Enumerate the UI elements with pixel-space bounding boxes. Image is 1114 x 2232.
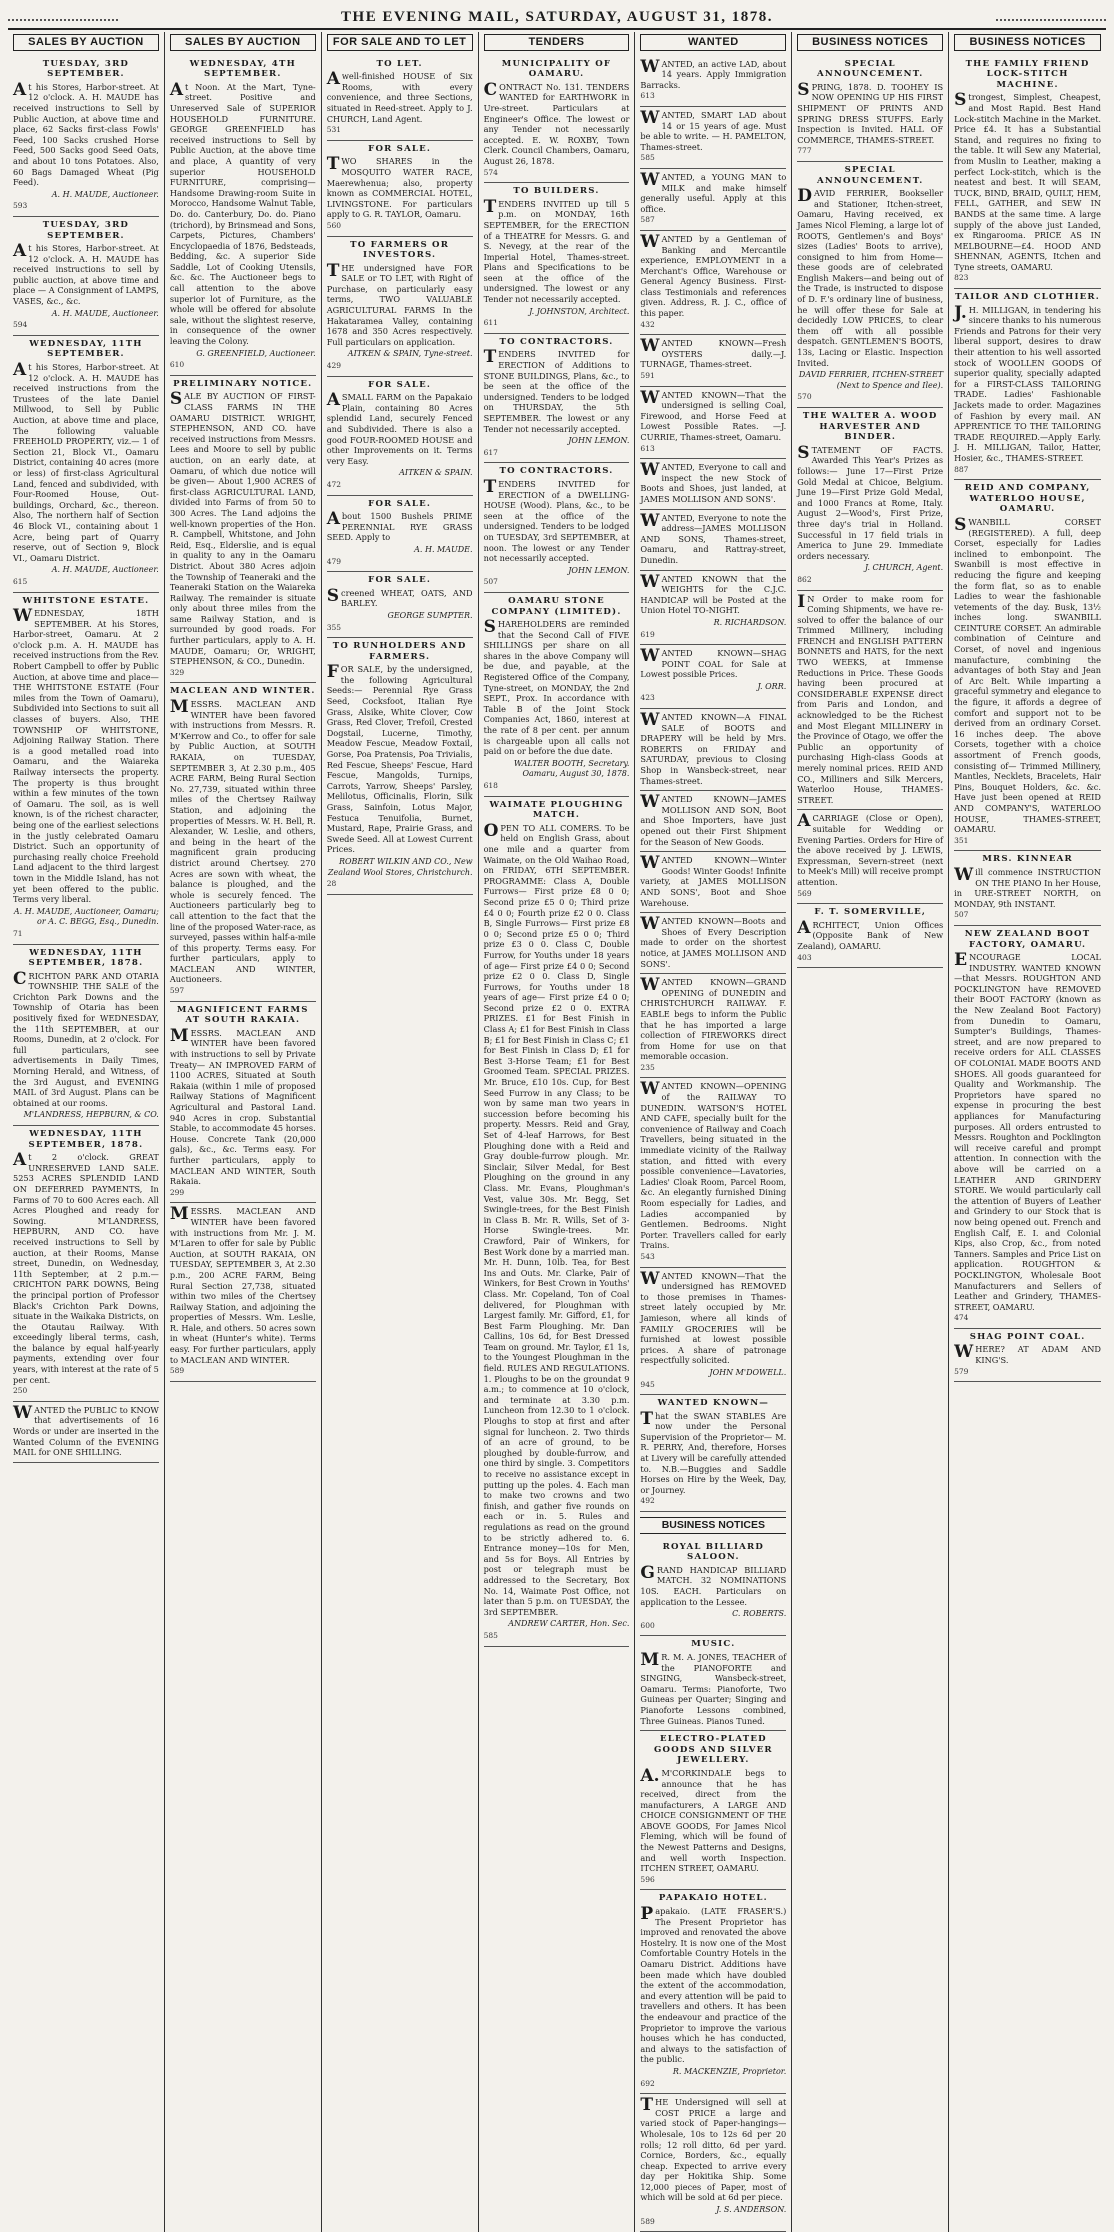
- ad-signature: A. H. MAUDE, Auctioneer, Oamaru; or A. C. BEGG, Esq., Dunedin.: [13, 906, 159, 927]
- ad-signature: GEORGE SUMPTER.: [387, 610, 473, 620]
- advertisement: [640, 510, 786, 571]
- ad-body: ARCHITECT, Union Offices (Opposite Bank of New Zealand), OAMARU.: [797, 917, 944, 951]
- ad-number: 585: [483, 1630, 498, 1640]
- ad-title: TAILOR AND CLOTHIER.: [955, 292, 1100, 303]
- ad-body: MESSRS. MACLEAN AND WINTER have been favored with instructions to sell by Private Treaty— AN IMPROVED FARM of 1100 ACRES, Situated at South Rakaia (within 1 mile of proposed Railway Stations of Magnificent Agricultural and Pastoral Land. 940 Acres in crop. Substantial Stable, to accommodate 45 horses. House. Concrete Tank (20,000 gals), &c., &c. Terms easy. For further particulars, apply to MACLEAN AND WINTER, South Rakaia.: [169, 1025, 316, 1187]
- ad-signature: J. ORR.: [757, 681, 787, 691]
- ad-title: FOR SALE.: [368, 575, 432, 586]
- ad-signature: J. JOHNSTON, Architect.: [529, 306, 630, 316]
- ad-signature: JOHN M'DOWELL.: [709, 1367, 787, 1377]
- ad-number: 351: [954, 835, 969, 845]
- ad-body: Strongest, Simplest, Cheapest, and Most Rapid. Best Hand Lock-stitch Machine in the Market. Price £4. It has a Substantial Stand, and requires no fixing to the table. It will Sew any Material, from Muslin to Leather, making a perfect Lock-stitch, which is the neatest and best. It will SEAM, TUCK, BIND, BRAID, QUILT, HEM, FELL, GATHER, and SEW IN BANDS at the same time. A large supply of the above just Landed, ex Ringarooma. PRICE AS IN MELBOURNE—£4. HOOD AND SHENNAN, AGENTS, Itchen and Tyne streets, OAMARU.: [954, 90, 1101, 272]
- ad-title: WEDNESDAY, 4TH SEPTEMBER.: [189, 58, 296, 80]
- advertisement: [640, 974, 786, 1078]
- ad-body: FOR SALE, by the undersigned, the following Agricultural Seeds:— Perennial Rye Grass Seed, Cocksfoot, Italian Rye Grass, Alsike, White Clover, Cow Grass, Red Clover, Trefoil, Crested Dogstail, Lucerne, Timothy, Meadow Fescue, Meadow Foxtail, Gorse, Poa Pratensis, Poa Trivialis, Red Fescue, Sheeps' Fescue, Hard Fescue, Mangolds, Turnips, Carrots, Yarrow, Sheeps' Parsley, Melilotus, Officinalis, Florin, Silk Grass, Sainfoin, Lotus Major, Festuca Tenuifolia, Burnet, Mustard, Rape, Prairie Grass, and Swede Seed. All at Lowest Current Prices.: [326, 662, 473, 855]
- ad-title: FOR SALE.: [368, 498, 432, 509]
- ad-body: That the SWAN STABLES Are now under the Personal Supervision of the Proprietor— M. R. PERRY, And, therefore, Horses at Livery will be carefully attended to. N.B.—Buggies and Saddle Horses on Hire by the Week, Day, or Journey.: [640, 1408, 787, 1495]
- ad-number: 615: [13, 576, 28, 586]
- ad-title: MAGNIFICENT FARMS AT SOUTH RAKAIA.: [176, 1004, 309, 1026]
- ad-title: MRS. KINNEAR: [982, 854, 1073, 865]
- ad-body: WANTED KNOWN—Fresh OYSTERS daily.—J. TURNAGE, Thames-street.: [640, 336, 787, 370]
- ad-number: 593: [13, 201, 28, 211]
- ad-body: A.M'CORKINDALE begs to announce that he has received, direct from the manufacturers, A LARGE AND CHOICE CONSIGNMENT OF THE ABOVE GOODS, For James Nicol Fleming, which will be found of the Newest Patterns and Designs, and well worth Inspection. ITCHEN STREET, OAMARU.: [640, 1765, 787, 1874]
- ad-number: 589: [169, 1366, 185, 1376]
- advertisement: [640, 1268, 786, 1396]
- ad-body: WANTED KNOWN—Winter Goods! Winter Goods! Infinite variety, at JAMES MOLLISON AND SONS', Boot and Shoe Warehouse.: [640, 853, 787, 908]
- ad-number: 543: [640, 1251, 655, 1261]
- ad-title: WEDNESDAY, 11TH SEPTEMBER.: [29, 338, 143, 360]
- ad-signature: A. H. MAUDE, Auctioneer.: [51, 189, 159, 199]
- advertisement: [797, 408, 943, 591]
- ad-signature: JOHN LEMON.: [568, 436, 630, 446]
- advertisement: [954, 926, 1101, 1329]
- ad-body: TENDERS INVITED for ERECTION of Additions to STONE BUILDINGS, Plans, &c., to be seen at the office of the undersigned. Tenders to be lodged on THURSDAY, the 5th SEPTEMBER. The lowest or any Tender not necessarily accepted.: [483, 347, 630, 434]
- ad-number: 618: [483, 781, 498, 790]
- ad-body: THE Undersigned will sell at COST PRICE a large and varied stock of Paper-hangings—Wholesale, 10s to 12s 6d per 20 rolls; 12 roll ditto, 6d per yard. Cornice, Borders, &c., equally cheap. Expected to arrive every day per Hokitika Ship. Some 12,000 pieces of Paper, most of which will be sold at 6d per piece.: [640, 2095, 787, 2203]
- advertisement: [484, 463, 630, 593]
- ad-title: SHAG POINT COAL.: [969, 1331, 1086, 1342]
- ad-title: NEW ZEALAND BOOT FACTORY, OAMARU.: [964, 928, 1091, 950]
- ad-title: PAPAKAIO HOTEL.: [658, 1893, 768, 1904]
- ad-signature: A. H. MAUDE.: [414, 544, 473, 554]
- ad-title: TO BUILDERS.: [513, 186, 600, 197]
- ad-number: 507: [954, 910, 969, 920]
- advertisement: [954, 1329, 1101, 1382]
- newspaper-title: THE EVENING MAIL, SATURDAY, AUGUST 31, 1878.: [341, 8, 773, 25]
- ad-signature: J. CHURCH, Agent.: [864, 563, 944, 573]
- masthead-rule-left: [8, 13, 118, 21]
- advertisement: [170, 1002, 316, 1204]
- column-1: [8, 32, 165, 2232]
- ad-body: At his Stores, Harbor-street. At 12 o'clock. A. H. MAUDE has received instructions to Sell by Public Auction, at above time and place, 62 Sacks first-class Fowls' Feed, 100 Sacks crushed Horse Feed, 500 Sacks good Seed Oats, and about 10 tons Potatoes. Also, 60 Bags Damaged Wheat (Pig Feed).: [13, 79, 159, 188]
- ad-title: TUESDAY, 3RD SEPTEMBER.: [42, 219, 130, 241]
- ad-number: 610: [169, 360, 185, 370]
- ad-body: STATEMENT OF FACTS. Awarded This Year's Prizes as follows:— June 17—First Prize Gold Medal at Chicoe, Belgium. June 19—First Prize Gold Medal, and 1000 Francs at Rome, Italy. August 2—Wood's, First Prize, three day's trial in Holland. Successful in 17 field trials in America to June 29. Immediate orders necessary.: [797, 442, 944, 561]
- ad-number: 596: [640, 1874, 655, 1884]
- ad-number: 474: [954, 1313, 969, 1323]
- ad-title: MUNICIPALITY OF OAMARU.: [501, 58, 612, 80]
- advertisement: [484, 183, 630, 334]
- advertisement: [797, 810, 943, 904]
- ad-title: TO RUNHOLDERS AND FARMERS.: [332, 641, 467, 662]
- advertisement: [797, 162, 943, 408]
- ad-title: TO CONTRACTORS.: [499, 336, 614, 347]
- ad-number: 613: [640, 91, 655, 101]
- ad-number: 945: [640, 1379, 655, 1389]
- ad-number: 423: [640, 693, 655, 703]
- ad-title: WANTED KNOWN—: [657, 1398, 770, 1409]
- advertisement: [954, 480, 1101, 851]
- ad-body: WANTED KNOWN—JAMES MOLLISON AND SON, Boot and Shoe Importers, have just opened out their First Shipment for the Season of New Goods.: [640, 792, 787, 847]
- ad-title: PRELIMINARY NOTICE.: [173, 378, 313, 389]
- ad-body: Screened WHEAT, OATS, AND BARLEY.: [326, 585, 473, 609]
- advertisement: [797, 904, 943, 968]
- ad-number: 329: [169, 667, 185, 677]
- ad-signature: G. GREENFIELD, Auctioneer.: [196, 348, 316, 358]
- advertisement: [13, 1126, 159, 1402]
- ad-number: 355: [326, 622, 342, 632]
- ad-number: 574: [483, 167, 498, 177]
- ad-title: TO CONTRACTORS.: [499, 466, 614, 477]
- ad-number: 560: [326, 220, 342, 230]
- ad-number: 579: [954, 1366, 969, 1376]
- ad-body: WANTED, an active LAD, about 14 years. Apply Immigration Barracks.: [640, 56, 787, 90]
- ad-number: 617: [483, 447, 498, 457]
- ad-number: 887: [954, 464, 969, 474]
- ad-body: WANTED KNOWN—Boots and Shoes of Every Description made to order on the shortest notice, at JAMES MOLLISON AND SONS'.: [640, 914, 787, 969]
- advertisement: [13, 945, 159, 1127]
- ad-body: WANTED KNOWN that the WEIGHTS for the C.J.C. HANDICAP will be Posted at the Union Hotel TO-NIGHT.: [640, 571, 787, 616]
- advertisement: [797, 56, 943, 162]
- ad-number: 403: [797, 952, 812, 962]
- column-7: [949, 32, 1106, 2232]
- ad-title: MUSIC.: [691, 1639, 736, 1650]
- ad-body: THE undersigned have FOR SALE or TO LET, with Right of Purchase, on particularly easy terms, TWO VALUABLE AGRICULTURAL FARMS In the Hakataramea Valley, containing 1678 and 350 Acres respectively. Full particulars on application.: [326, 260, 473, 347]
- ad-body: At Noon. At the Mart, Tyne-street. Positive and Unreserved Sale of SUPERIOR HOUSEHOLD FURNITURE. GEORGE GREENFIELD has received instructions to Sell by Public Auction, at the above time and place, A quantity of very superior HOUSEHOLD FURNITURE, comprising— Handsome Drawing-room Suite in Morocco, Handsome Walnut Table, Do. do. Canterbury, Do. do. Piano (trichord), by Brinsmead and Sons, Carpets, Pictures, Chambers' Encyclopaedia of 1876, Bedsteads, Bedding, &c. A superior Side Saddle, Lot of Cooking Utensils, &c. &c. The Auctioneer begs to call attention to the above superior lot of Furniture, as the whole will be offered for absolute sale, without the slightest reserve, in consequence of the owner leaving the Colony.: [169, 79, 316, 347]
- ad-body: CRICHTON PARK AND OTARIA TOWNSHIP. THE SALE of the Crichton Park Downs and the Township of Otaria has been positively fixed for WEDNESDAY, the 11th SEPTEMBER, at our Rooms, Dunedin, at 2 o'clock. For full particulars, see advertisements in Daily Times, Morning Herald, and Witness, of the 3rd August, and EVENING MAIL of 3rd August. Plans can be obtained at our rooms.: [13, 968, 159, 1108]
- ad-body: WANTED, Everyone to note the address—JAMES MOLLISON AND SONS, Thames-street, Oamaru, and Rattray-street, Dunedin.: [640, 510, 787, 565]
- ad-body: WANTED, SMART LAD about 14 or 15 years of age. Must be able to write. — H. PAMELTON, Thames-street.: [640, 107, 787, 152]
- ad-body: Will commence INSTRUCTION ON THE PIANO In her House, in URE-STREET NORTH, on MONDAY, 9th INSTANT.: [954, 864, 1101, 909]
- ad-body: WANTED KNOWN—A FINAL SALE of BOOTS and DRAPERY will be held by Mrs. ROBERTS on FRIDAY and SATURDAY, previous to Closing Shop in Wansbeck-street, near Thames-street.: [640, 710, 787, 786]
- ad-body: WANTED KNOWN—That the undersigned is selling Coal, Firewood, and Horse Feed at Lowest Possible Rates. —J. CURRIE, Thames-street, Oamaru.: [640, 387, 787, 442]
- ad-title: TO FARMERS OR INVESTORS.: [350, 239, 450, 261]
- ad-number: 569: [797, 888, 812, 898]
- advertisement: [484, 334, 630, 464]
- ad-number: 619: [640, 629, 655, 639]
- ad-number: 823: [954, 273, 969, 283]
- ad-number: 597: [169, 986, 185, 996]
- ad-number: 862: [797, 574, 812, 584]
- ad-title: WAIMATE PLOUGHING MATCH.: [489, 799, 624, 821]
- ad-number: 692: [640, 2078, 655, 2088]
- ad-title: FOR SALE.: [368, 143, 432, 154]
- ad-body: WHERE? AT ADAM AND KING'S.: [954, 1342, 1101, 1366]
- ad-body: J.H. MILLIGAN, in tendering his sincere thanks to his numerous Friends and Patrons for their very liberal support, desires to draw their attention to his well assorted stock of WOOLLEN GOODS Of superior quality, specially adapted for a FIRST-CLASS TAILORING TRADE. Ladies' Fashionable Jackets made to order. Magazines of Fashion by every mail. AN APPRENTICE TO THE TAILORING TRADE REQUIRED.—Apply Early. J. H. MILLIGAN, Tailor, Hatter, Hosier, &c., THAMES-STREET.: [954, 302, 1101, 463]
- advertisement: [640, 645, 786, 709]
- ad-number: 492: [640, 1496, 655, 1506]
- advertisement: [640, 1539, 786, 1637]
- column-heading: SALES BY AUCTION: [13, 34, 159, 51]
- ad-body: At his Stores, Harbor-street. At 12 o'clock. A. H. MAUDE has received instructions to sell by public auction, at above time and place — A Consignment of LAMPS, VASES, &c., &c.: [13, 241, 159, 307]
- ad-number: 28: [326, 879, 337, 889]
- column-heading: FOR SALE AND TO LET: [327, 34, 473, 51]
- ad-body: TWO SHARES in the MOSQUITO WATER RACE, Maerewhenua; also, property known as COMMERCIAL HOTEL, LIVINGSTONE. For particulars apply to G. R. TAYLOR, Oamaru.: [326, 154, 473, 220]
- ad-number: 594: [13, 320, 28, 330]
- ad-number: 570: [797, 392, 812, 402]
- ad-signature: A. H. MAUDE, Auctioneer.: [51, 565, 159, 575]
- ad-signature: AITKEN & SPAIN.: [399, 468, 473, 478]
- ad-body: At 2 o'clock. GREAT UNRESERVED LAND SALE. 5253 ACRES SPLENDID LAND ON DEFERRED PAYMENTS, In Farms of 70 to 600 Acres each. All Acres Ploughed and ready for Sowing. M'LANDRESS, HEPBURN, AND CO. have received instructions to Sell by auction, at their Rooms, Manse street, Dunedin, on Wednesday, 11th September, at 2 p.m.— CRICHTON PARK DOWNS, Being the principal portion of Professor Black's Crichton Park Downs, situate in the Waikaka Districts, on the Otautau Railway. With exceedingly liberal terms, cash, the balance by equal half-yearly payments, extending over four years, with interest at the rate of 5 per cent.: [13, 1150, 159, 1385]
- advertisement: [640, 852, 786, 913]
- advertisement: [640, 1395, 786, 1512]
- advertisement: [640, 1078, 786, 1267]
- ad-number: 613: [640, 443, 655, 453]
- masthead-rule-right: [996, 13, 1106, 21]
- column-4: [479, 32, 636, 2232]
- advertisement: [170, 56, 316, 376]
- ad-body: ACARRIAGE (Close or Open), suitable for Wedding or Evening Parties. Orders for Hire of the above received by J. LEWIS, Expressman, Severn-street (next to Meek's Mill) will receive prompt attention.: [797, 811, 944, 887]
- ad-body: MESSRS. MACLEAN AND WINTER have been favored with instructions from Mr. J. M. M'Laren to offer for sale by Public Auction, at SOUTH RAKAIA, ON TUESDAY, SEPTEMBER 3, At 2.30 p.m., 200 ACRE FARM, Being Rural Section 27,738, situated within two miles of the Chertsey Railway Station, and adjoining the properties of Messrs. Wm. Leslie, R. Hale, and others. 50 acres sown in wheat (Hunter's white). Terms easy. For further particulars, apply to MACLEAN AND WINTER.: [169, 1204, 316, 1365]
- ad-body: IN Order to make room for Coming Shipments, we have re-solved to offer the balance of our Trimmed Millinery, including FRENCH and ENGLISH PATTERN BONNETS and HATS, for the next TWO WEEKS, at Immense Reductions in Price. These Goods having been procured at CONSIDERABLE EXPENSE direct from Paris and London, and acknowledged to be the Richest and Most Elegant MILLINERY in the Province of Otago, we offer the Public an opportunity of purchasing High-class Goods at merely nominal prices. REID AND CO., Milliners and Silk Mercers, Waterloo House, THAMES-STREET.: [797, 591, 944, 805]
- ad-signature: R. RICHARDSON.: [713, 617, 787, 627]
- ad-body: WANTED by a Gentleman of Banking and Mercantile experience, EMPLOYMENT in a Merchant's Office, Warehouse or General Agency Business. First-class Testimonials and references given. Address, R. J. C., office of this paper.: [640, 231, 787, 319]
- advertisement: [170, 1203, 316, 1382]
- ad-title: REID AND COMPANY, WATERLOO HOUSE, OAMARU.: [964, 483, 1091, 515]
- ad-signature: R. MACKENZIE, Proprietor.: [672, 2066, 787, 2076]
- column-grid: [8, 32, 1106, 2226]
- advertisement: [640, 1636, 786, 1731]
- ad-body: Papakaio. (LATE FRASER'S.) The Present Proprietor has improved and renovated the above Hostelry. It is now one of the Most Comfortable Country Hotels in the Oamaru District. Additions have been made which have doubled the extent of the accommodation, and every attention will be paid to travellers and others. It has been the endeavour and practice of the Proprietor to improve the various houses which he has conducted, and always to the satisfaction of the public.: [640, 1904, 787, 2065]
- advertisement: [484, 593, 630, 797]
- masthead: [8, 6, 1106, 30]
- advertisement: [170, 376, 316, 684]
- ad-title: WEDNESDAY, 11TH SEPTEMBER, 1878.: [28, 947, 144, 969]
- ad-number: 600: [640, 1620, 655, 1630]
- ad-body: WEDNESDAY, 18TH SEPTEMBER. At his Stores, Harbor-street, Oamaru. At 2 o'clock p.m. A. H. MAUDE has received instructions from the Rev. Robert Campbell to offer by Public Auction, at above time and place— THE WHITSTONE ESTATE (Four miles from the Town of Oamaru), Subdivided into Sections to suit all classes of buyers. Also, THE TOWNSHIP OF WHITSTONE, Adjoining Railway Station. There is a good metalled road into Oamaru, and the Waiareka Railway intersects the property. The property is thus brought within a few minutes of the town of Oamaru. The soil, as is well known, is of the richest character, being one of the earliest selections in the justly celebrated Oamaru District. Such an opportunity of purchasing really choice Freehold Land adjacent to the third largest town in the Middle Island, has not yet been offered to the public. Terms very liberal.: [13, 606, 159, 905]
- ad-body: GRAND HANDICAP BILLIARD MATCH. 32 NOMINATIONS 10S. EACH. Particulars on application to the Lessee.: [640, 1562, 787, 1607]
- advertisement: [954, 289, 1101, 480]
- ad-title: OAMARU STONE COMPANY (LIMITED).: [491, 595, 622, 617]
- column-5: [635, 32, 792, 2232]
- ad-number: 585: [640, 153, 655, 163]
- advertisement: [640, 231, 786, 335]
- advertisement: [484, 56, 630, 184]
- ad-body: ENCOURAGE LOCAL INDUSTRY. WANTED KNOWN—that Messrs. ROUGHTON AND POCKLINGTON have REMOVED their BOOT FACTORY (known as the New Zealand Boot Factory) from Dunedin to Oamaru, Sumpter's Buildings, Thames-street, and are now prepared to receive orders for ALL CLASSES OF COLONIAL MADE BOOTS AND SHOES. All goods guaranteed for Quality and Workmanship. The Proprietors have spared no expense in procuring the best appliances for Manufacturing purposes. All orders entrusted to Messrs. Roughton and Pocklington will receive careful and prompt attention. In connection with the above will be carried on a LEATHER AND GRINDERY STORE. We would particularly call the attention of Buyers of Leather and Grindery to our Stock that is now being opened out. French and English Calf, E. I. and Colonial Kips, also Crop, &c., from noted Tanners. Samples and Price List on application. ROUGHTON & POCKLINGTON, Wholesale Boot Manufacturers and Sellers of Leather and Grindery, THAMES-STREET, OAMARU.: [954, 950, 1101, 1312]
- advertisement: [640, 169, 786, 231]
- ad-body: About 1500 Bushels PRIME PERENNIAL RYE GRASS SEED. Apply to: [326, 509, 473, 543]
- ad-number: 507: [483, 577, 498, 587]
- ad-body: OPEN TO ALL COMERS. To be held on English Grass, about one mile and a quarter from Waimate, on the Old Waihao Road, on FRIDAY, 6TH SEPTEMBER. PROGRAMME: Class A, Double Furrows— First prize £8 0 0; Second prize £5 0 0; Third prize £4 0 0; Fourth prize £2 0 0. Class B, Single Furrows— First prize £8 0 0; Second prize £5 0 0; Third prize £3 0 0. Class C, Double Furrow, for Youths under 18 years of age— First prize £4 0 0; Second prize £2 0 0. Class D, Single Furrows, for Youths under 18 years of age— First prize £4 0 0; Second prize £2 0 0. EXTRA PRIZES. £1 for Best Finish in Class A; £1 for Best Finish in Class B; £1 for Best Finish in Class C; £1 for Best Finish in Class D; £1 for Best 3-Horse Team; £1 for Best Groomed Team. SPECIAL PRIZES. Mr. Bruce, £10 10s. Cup, for Best Seed Furrow in any Class; to be won by same man two years in succession before becoming his property. Messrs. Reid and Gray, Set of 4-leaf Harrows, for Best Ploughing done with a Reid and Gray double-furrow plough. Mr. Sinclair, Silver Medal, for Best Ploughing on the ground in any Class. Mr. Evans, Ploughman's Vest, value 30s. Mr. Begg, Set Swingle-trees, for the Best Finish in Class B. Mr. R. Wills, Set of 3-Horse Swingle-trees. Mr. Crawford, Pair of Winkers, for Best Work done by a married man. Mr. H. Dunn, 10lb. Tea, for Best Ins and Outs. Mr. Clarke, Pair of Winkers, for Best Crown in Youths' Class. Mr. Copeland, Ton of Coal delivered, for Ploughman with Largest family. Mr. Gifford, £1, for Best Farm Ploughing. Mr. Dan Callins, 10s 6d, for Best Dressed Team on ground. Mr. Taylor, £1 1s, to the Youngest Ploughman in the field. RULES AND REGULATIONS. 1. Ploughs to be on the groundat 9 a.m.; to commence at 10 o'clock, and terminate at 3.30 p.m. Luncheon from 12.30 to 1 o'clock. Ploughs to stop at first and after signal for luncheon. 2. Two thirds of an acre of ground, to be ploughed by double-furrow, and one third by single. 3. Competitors to receive no assistance except in putting up the poles. 4. Each man to make two crowns and two finish, and gather five rounds on each or in. 5. Rules and regulations as read on the ground to be strictly adhered to. 6. Entrance money—10s for Men, and 5s for Boys. All Entries by post or telegraph must be addressed to the Secretary, Box No. 14, Waimate Post Office, not later than 5 p.m. on TUESDAY, the 3rd SEPTEMBER.: [483, 820, 630, 1617]
- advertisement: [640, 107, 786, 169]
- advertisement: [640, 335, 786, 386]
- advertisement: [327, 141, 473, 237]
- column-heading: BUSINESS NOTICES: [797, 34, 943, 51]
- advertisement: [13, 593, 159, 945]
- ad-number: 432: [640, 319, 655, 329]
- advertisement: [327, 496, 473, 573]
- ad-body: TENDERS INVITED up till 5 p.m. on MONDAY, 16th SEPTEMBER, for the ERECTION of a THEATRE for Messrs. G. and S. Nevegy, at the rear of the Imperial Hotel, Thames-street. Plans and Specifications to be seen at the office of the undersigned. The lowest or any Tender not necessarily accepted.: [483, 196, 630, 305]
- advertisement: [797, 591, 943, 811]
- ad-title: FOR SALE.: [368, 379, 432, 390]
- ad-body: SPRING, 1878. D. TOOHEY IS NOW OPENING UP HIS FIRST SHIPMENT OF PRINTS AND SPRING DRESS STUFFS. Early Inspection is Invited. HALL OF COMMERCE, THAMES-STREET.: [797, 79, 944, 145]
- advertisement: [484, 797, 630, 1647]
- ad-body: WANTED, Everyone to call and inspect the new Stock of Boots and Shoes, just landed, at JAMES MOLLISON AND SONS'.: [640, 460, 787, 504]
- advertisement: [640, 571, 786, 646]
- ad-title: WHITSTONE ESTATE.: [22, 595, 150, 606]
- ad-body: WANTED the PUBLIC to KNOW that advertisements of 16 Words or under are inserted in the Wanted Column of the EVENING MAIL for ONE SHILLING.: [13, 1402, 159, 1458]
- ad-body: TENDERS INVITED for ERECTION of a DWELLING-HOUSE (Wood). Plans, &c., to be seen at the office of the undersigned. Tenders to be lodged on TUESDAY, 3rd SEPTEMBER, at noon. The lowest or any Tender not necessarily accepted.: [483, 476, 630, 564]
- advertisement: [954, 56, 1101, 289]
- advertisement: [327, 377, 473, 496]
- ad-signature: ANDREW CARTER, Hon. Sec.: [508, 1619, 630, 1629]
- ad-title: THE WALTER A. WOOD HARVESTER AND BINDER.: [802, 411, 938, 443]
- ad-title: THE FAMILY FRIEND LOCK-STITCH MACHINE.: [965, 58, 1090, 90]
- ad-body: DAVID FERRIER, Bookseller and Stationer, Itchen-street, Oamaru, Having received, ex James Nicol Fleming, a large lot of ROOTS, Gentlemen's and Boys' sizes (Ladies' Boots to arrive), consigned to him from Home—these goods are of celebrated English Makers—and being out of the Trade, is instructed to dispose of D. F.'s ordinary line of business, he will offer these for Sale at decidedly LOW PRICES, to clear them off with all possible despatch. GENTLEMEN'S BOOTS, 13s, Lacing or Elastic. Inspection Invited.: [797, 186, 944, 368]
- advertisement: [640, 1731, 786, 1890]
- ad-signature: ROBERT WILKIN AND CO., New Zealand Wool Stores, Christchurch.: [327, 856, 473, 877]
- advertisement: [954, 851, 1101, 926]
- advertisement: [640, 2094, 786, 2232]
- ad-signature: AITKEN & SPAIN, Tyne-street.: [347, 349, 473, 359]
- ad-signature: A. H. MAUDE, Auctioneer.: [51, 308, 159, 318]
- column-heading: TENDERS: [484, 34, 630, 51]
- ad-number: 591: [640, 371, 655, 381]
- advertisement: [170, 683, 316, 1001]
- column-2: [165, 32, 322, 2232]
- ad-signature: M'LANDRESS, HEPBURN, & CO.: [23, 1110, 159, 1120]
- ad-body: SALE BY AUCTION OF FIRST-CLASS FARMS IN THE OAMARU DISTRICT. WRIGHT, STEPHENSON, AND CO. have received instructions from Messrs. Lees and Moore to sell by public auction, on an early date, at Oamaru, of which due notice will be given— About 1,900 ACRES of first-class AGRICULTURAL LAND, divided into Farms of from 50 to 300 Acres. The Land adjoins the well-known properties of the Hon. R. Campbell, Whitstone, and John Reid, Esq., Elderslie, and is equal in quality to any in the Oamaru District. About 380 Acres adjoin the Township of Teaneraki and the Teaneraki Station on the Waiareka Railway. The remainder is situate only about three miles from the same Railway Station, and is surrounded by good roads. For further particulars, apply to A. H. MAUDE, Oamaru; Or, WRIGHT, STEPHENSON, & CO., Dunedin.: [169, 389, 316, 667]
- ad-title: WEDNESDAY, 11TH SEPTEMBER, 1878.: [28, 1129, 144, 1150]
- ad-body: Awell-finished HOUSE of Six Rooms, with every convenience, and three Sections, situated in Reed-street. Apply to J. CHURCH, Land Agent.: [326, 69, 473, 124]
- ad-body: MESSRS. MACLEAN AND WINTER have been favored with instructions from Messrs. R. M'Kerrow and Co., to offer for sale by Public Auction, at SOUTH RAKAIA, on TUESDAY, SEPTEMBER 3, At 2.30 p.m., 405 ACRE FARM, Being Rural Section No. 27,739, situated within three miles of the Chertsey Railway Station, and adjoining the properties of Messrs. W. H. Bell, R. Alexander, W. Leslie, and others, and being in the heart of the magnificent grain producing district around Chertsey. 270 Acres are sown with wheat, the balance is ploughed, and the whole is securely fenced. The Auctioneers particularly beg to call attention to the fact that the line of the proposed Water-race, as surveyed, passes within half-a-mile of this property. Terms easy. For further particulars, apply to MACLEAN AND WINTER, Auctioneers.: [169, 697, 316, 985]
- advertisement: [640, 387, 786, 460]
- ad-signature: J. S. ANDERSON.: [716, 2205, 787, 2215]
- ad-number: 777: [797, 146, 812, 156]
- ad-title: SPECIAL ANNOUNCEMENT.: [817, 164, 924, 186]
- advertisement: [327, 572, 473, 638]
- ad-number: 589: [640, 2216, 655, 2226]
- ad-number: 71: [13, 928, 23, 938]
- ad-title: TUESDAY, 3RD SEPTEMBER.: [42, 58, 130, 80]
- column-heading: SALES BY AUCTION: [170, 34, 316, 51]
- ad-number: 299: [169, 1187, 185, 1197]
- ad-number: 531: [326, 125, 342, 135]
- ad-signature: JOHN LEMON.: [568, 565, 630, 575]
- advertisement: [640, 791, 786, 852]
- ad-number: 429: [326, 361, 342, 371]
- ad-body: WANTED, a YOUNG MAN to MILK and make himself generally useful. Apply at this office.: [640, 169, 787, 214]
- ad-body: WANTED KNOWN—OPENING of the RAILWAY TO DUNEDIN. WATSON'S HOTEL AND CAFE, specially built for the convenience of Railway and Coach Travellers, being situated in the immediate vicinity of the Railway station, and fitted with every possible convenience—Lavatories, Ladies' Cloak Room, Parcel Room, &c. An elegantly furnished Dining Room especially for Ladies, and Ladies accompanied by Gentlemen. Bedrooms. Night Porter. Travellers called for early Trains.: [640, 1079, 787, 1251]
- ad-body: WANTED KNOWN—GRAND OPENING of DUNEDIN and CHRISTCHURCH RAILWAY. F. EABLE begs to inform the Public that he has imported a large collection of FIREWORKS direct from Home for use on that memorable occasion.: [640, 975, 787, 1062]
- advertisement: [640, 709, 786, 791]
- advertisement: [327, 638, 473, 895]
- ad-body: ASMALL FARM on the Papakaio Plain, containing 80 Acres splendid Land, securely Fenced and Subdivided. There is also a good FOUR-ROOMED HOUSE and other Improvements on it. Terms very Easy.: [326, 390, 473, 466]
- column-heading: WANTED: [640, 34, 786, 51]
- ad-body: At his Stores, Harbor-street. At 12 o'clock. A. H. MAUDE has received instructions from the Trustees of the late Daniel Millwood, to Sell by Public Auction, at above time and place, The following valuable FREEHOLD PROPERTY, viz.— 1 of Section 21, Block VI., Oamaru District, containing 40 acres (more or less) of first-class Agricultural Land, fenced and subdivided, with Four-Roomed House, Out-buildings, Orchard, &c., thereon. Also, The northern half of Section 46 Block VI., containing about 1 Acre, being part of Quarry reserve, out of Section 9, Block VI., Oamaru District.: [13, 360, 159, 563]
- advertisement: [640, 56, 786, 107]
- ad-title: SPECIAL ANNOUNCEMENT.: [817, 58, 924, 80]
- ad-number: 479: [326, 556, 342, 566]
- ad-number: 250: [13, 1386, 28, 1396]
- ad-body: SWANBILL CORSET (REGISTERED). A full, deep Corset, especially for Ladies inclined to embonpoint. The Swanbill is most effective in reducing the figure and keeping the form flat, so as to enable Ladies to wear the fashionable vetements of the day. Busk, 13½ inches long. SWANBILL CEINTURE CORSET. An admirable combination of Ceinture and Corset, of novel and ingenious manufacture, combining the advantages of both Stay and Jean of Arc Belt. While imparting a graceful symmetry and elegance to the figure, it affords a degree of comfort and support not to be derived from an ordinary Corset. 16 inches deep. The above Corsets, together with a choice assortment of French goods, consisting of— Trimmed Millinery, Mantles, Necklets, Bracelets, Hair Pins, Bouquet Holders, &c. &c. Have just been opened at REID AND COMPANY'S, WATERLOO HOUSE, THAMES-STREET, OAMARU.: [954, 514, 1101, 835]
- ad-signature: DAVID FERRIER, ITCHEN-STREET (Next to Spence and Ilee).: [798, 370, 944, 390]
- advertisement: [640, 459, 786, 509]
- ad-number: 587: [640, 215, 655, 225]
- advertisement: [13, 217, 159, 336]
- ad-title: ROYAL BILLIARD SALOON.: [662, 1541, 765, 1563]
- advertisement: [640, 1890, 786, 2094]
- ad-body: CONTRACT No. 131. TENDERS WANTED for EARTHWORK in Ure-street. Particulars at Engineer's Office. The lowest or any Tender not necessarily accepted. E. W. ROXBY, Town Clerk. Council Chambers, Oamaru, August 26, 1878.: [483, 79, 630, 166]
- ad-body: SHAREHOLDERS are reminded that the Second Call of FIVE SHILLINGS per share on all shares in the above Company will be due, and payable, at the Registered Office of the Company, Tyne-street, on MONDAY, the 2nd SEPT., Prox. In accordance with Table B of the Joint Stock Companies Act, 1860, interest at the rate of 8 per cent. per annum is chargeable upon all calls not paid on or before the due date.: [483, 617, 630, 757]
- column-3: [322, 32, 479, 2232]
- ad-body: MR. M. A. JONES, TEACHER of the PIANOFORTE and SINGING, Wansbeck-street, Oamaru. Terms: Pianoforte, Two Guineas per Quarter; Singing and Pianoforte Lessons combined, Three Guineas. Pianos Tuned.: [640, 1649, 787, 1726]
- ad-body: WANTED KNOWN—That the undersigned has REMOVED to those premises in Thames-street lately occupied by Mr. Jamieson, where all kinds of FAMILY GROCERIES will be furnished at lowest possible prices. A share of patronage respectfully solicited.: [640, 1268, 787, 1366]
- column-6: [792, 32, 949, 2232]
- advertisement: [13, 56, 159, 217]
- ad-title: F. T. SOMERVILLE,: [814, 907, 927, 918]
- advertisement: [640, 913, 786, 974]
- ad-title: ELECTRO-PLATED GOODS AND SILVER JEWELLERY.: [653, 1734, 773, 1766]
- ad-number: 235: [640, 1062, 655, 1072]
- ad-signature: C. ROBERTS.: [732, 1609, 787, 1619]
- ad-title: TO LET.: [376, 58, 423, 69]
- ad-title: MACLEAN AND WINTER.: [170, 686, 316, 697]
- section-heading: BUSINESS NOTICES: [640, 1517, 786, 1534]
- ad-number: 611: [483, 318, 498, 328]
- ad-number: 472: [326, 479, 342, 489]
- column-heading: BUSINESS NOTICES: [954, 34, 1101, 51]
- advertisement: [327, 237, 473, 377]
- ad-body: WANTED KNOWN—SHAG POINT COAL for Sale at Lowest possible Prices.: [640, 646, 787, 680]
- advertisement: [13, 1402, 159, 1463]
- advertisement: [13, 336, 159, 593]
- ad-signature: WALTER BOOTH, Secretary. Oamaru, August 30, 1878.: [513, 758, 630, 779]
- advertisement: [327, 56, 473, 141]
